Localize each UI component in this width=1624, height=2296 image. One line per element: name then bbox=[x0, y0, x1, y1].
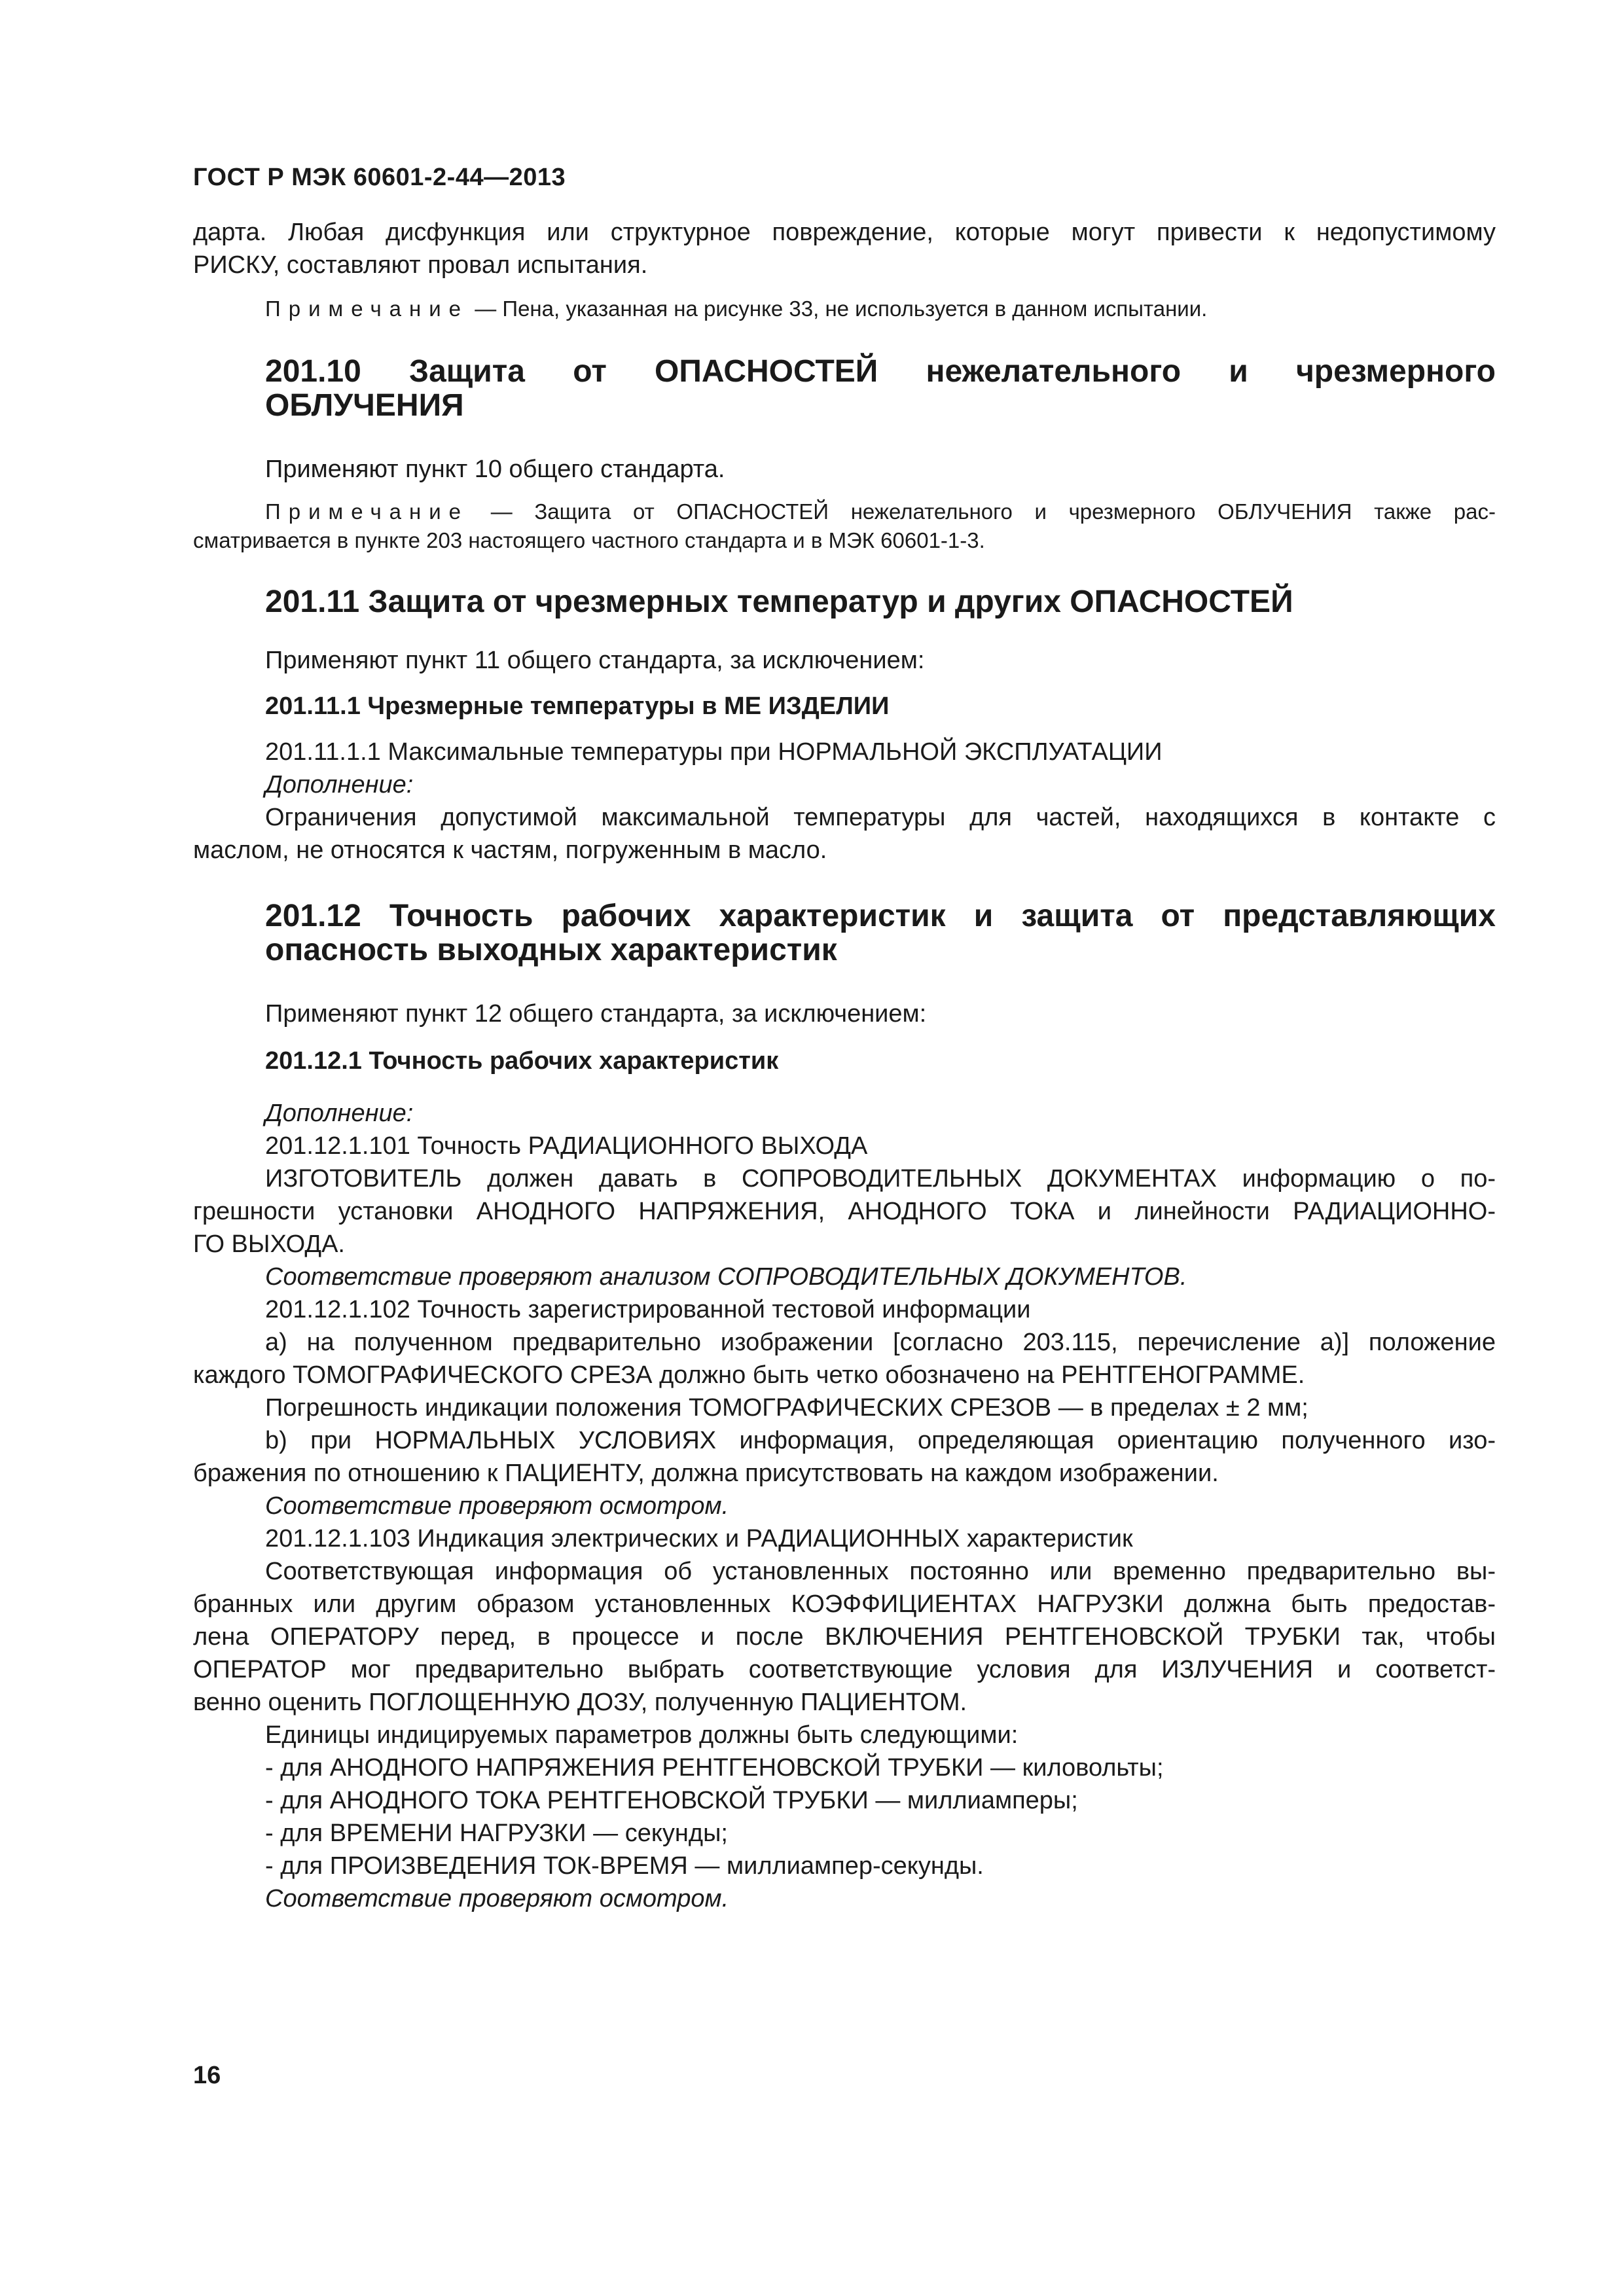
list-item: - для ВРЕМЕНИ НАГРУЗКИ — секунды; bbox=[265, 1820, 728, 1847]
note bbox=[193, 295, 1496, 323]
body-text-line: ГО ВЫХОДА. bbox=[193, 1230, 345, 1258]
item-heading: 201.12.1.103 Индикация электрических и РАДИАЦИОННЫХ характеристик bbox=[265, 1525, 1133, 1552]
section-heading-201-11: 201.11 Защита от чрезмерных температур и других ОПАСНОСТЕЙ bbox=[265, 584, 1293, 619]
body-text-line: грешности установки АНОДНОГО НАПРЯЖЕНИЯ, АНОДНОГО ТОКА и линейности РАДИАЦИОННО- bbox=[193, 1198, 1496, 1225]
body-text-line: дарта. Любая дисфункция или структурное повреждение, которые могут привести к недопустимому bbox=[193, 219, 1496, 246]
note-text-cont: сматривается в пункте 203 настоящего частного стандарта и в МЭК 60601-1-3. bbox=[193, 528, 985, 552]
body-text-line: Соответствующая информация об установленных постоянно или временно предварительно вы- bbox=[265, 1558, 1496, 1585]
body-text-line: венно оценить ПОГЛОЩЕННУЮ ДОЗУ, полученную ПАЦИЕНТОМ. bbox=[193, 1689, 967, 1716]
compliance-text: Соответствие проверяют анализом СОПРОВОДИТЕЛЬНЫХ ДОКУМЕНТОВ. bbox=[265, 1263, 1187, 1291]
section-heading-201-10: 201.10 Защита от ОПАСНОСТЕЙ нежелательного и чрезмерного bbox=[265, 354, 1496, 389]
subsection-heading-201-12-1: 201.12.1 Точность рабочих характеристик bbox=[265, 1047, 779, 1075]
note-label: Примечание bbox=[265, 296, 469, 321]
note-text: — Защита от ОПАСНОСТЕЙ нежелательного и чрезмерного ОБЛУЧЕНИЯ также рас- bbox=[490, 499, 1496, 524]
body-text-line: ИЗГОТОВИТЕЛЬ должен давать в СОПРОВОДИТЕЛЬНЫХ ДОКУМЕНТАХ информацию о по- bbox=[265, 1165, 1496, 1193]
body-text-line: Единицы индицируемых параметров должны быть следующими: bbox=[265, 1721, 1019, 1749]
body-text-line: Ограничения допустимой максимальной температуры для частей, находящихся в контакте с bbox=[265, 804, 1496, 831]
note bbox=[193, 497, 1496, 526]
body-text-line: лена ОПЕРАТОРУ перед, в процессе и после ВКЛЮЧЕНИЯ РЕНТГЕНОВСКОЙ ТРУБКИ так, чтобы bbox=[193, 1623, 1496, 1651]
body-text-line: маслом, не относятся к частям, погруженным в масло. bbox=[193, 836, 827, 864]
body-text-line: бражения по отношению к ПАЦИЕНТУ, должна присутствовать на каждом изображении. bbox=[193, 1460, 1219, 1487]
compliance-text: Соответствие проверяют осмотром. bbox=[265, 1885, 729, 1912]
item-heading: 201.12.1.102 Точность зарегистрированной тестовой информации bbox=[265, 1296, 1031, 1323]
section-heading-201-10-cont: ОБЛУЧЕНИЯ bbox=[265, 388, 464, 423]
list-item: - для ПРОИЗВЕДЕНИЯ ТОК-ВРЕМЯ — миллиампер-секунды. bbox=[265, 1852, 984, 1880]
document-code-header: ГОСТ Р МЭК 60601-2-44—2013 bbox=[193, 164, 566, 191]
body-text-line: а) на полученном предварительно изображении [согласно 203.115, перечисление а)] положение bbox=[265, 1329, 1496, 1356]
compliance-text: Соответствие проверяют осмотром. bbox=[265, 1492, 729, 1520]
applies-text: Применяют пункт 11 общего стандарта, за исключением: bbox=[265, 647, 925, 674]
body-text-line: ОПЕРАТОР мог предварительно выбрать соответствующие условия для ИЗЛУЧЕНИЯ и соответст- bbox=[193, 1656, 1496, 1683]
applies-text: Применяют пункт 10 общего стандарта. bbox=[265, 456, 725, 483]
note-text: — Пена, указанная на рисунке 33, не используется в данном испытании. bbox=[475, 296, 1208, 321]
list-item: - для АНОДНОГО ТОКА РЕНТГЕНОВСКОЙ ТРУБКИ — миллиамперы; bbox=[265, 1787, 1078, 1814]
addition-label: Дополнение: bbox=[265, 1100, 414, 1127]
list-item: - для АНОДНОГО НАПРЯЖЕНИЯ РЕНТГЕНОВСКОЙ ТРУБКИ — киловольты; bbox=[265, 1754, 1164, 1782]
item-heading: 201.11.1.1 Максимальные температуры при НОРМАЛЬНОЙ ЭКСПЛУАТАЦИИ bbox=[265, 738, 1163, 766]
page-content bbox=[193, 216, 1496, 1915]
section-heading-201-12-cont: опасность выходных характеристик bbox=[265, 933, 837, 967]
section-heading-201-12: 201.12 Точность рабочих характеристик и защита от представляющих bbox=[265, 899, 1496, 933]
body-text-line: каждого ТОМОГРАФИЧЕСКОГО СРЕЗА должно быть четко обозначено на РЕНТГЕНОГРАММЕ. bbox=[193, 1361, 1305, 1389]
body-text-line: Погрешность индикации положения ТОМОГРАФИЧЕСКИХ СРЕЗОВ — в пределах ± 2 мм; bbox=[265, 1394, 1308, 1422]
applies-text: Применяют пункт 12 общего стандарта, за исключением: bbox=[265, 1000, 927, 1028]
body-text-line: РИСКУ, составляют провал испытания. bbox=[193, 251, 648, 279]
item-heading: 201.12.1.101 Точность РАДИАЦИОННОГО ВЫХОДА bbox=[265, 1132, 868, 1160]
subsection-heading-201-11-1: 201.11.1 Чрезмерные температуры в МЕ ИЗДЕЛИИ bbox=[265, 692, 890, 720]
body-text-line: b) при НОРМАЛЬНЫХ УСЛОВИЯХ информация, определяющая ориентацию полученного изо- bbox=[265, 1427, 1496, 1454]
note-label: Примечание bbox=[265, 499, 469, 524]
page-number: 16 bbox=[193, 2062, 221, 2089]
addition-label: Дополнение: bbox=[265, 771, 414, 798]
body-text-line: бранных или другим образом установленных КОЭФФИЦИЕНТАХ НАГРУЗКИ должна быть предостав- bbox=[193, 1590, 1496, 1618]
